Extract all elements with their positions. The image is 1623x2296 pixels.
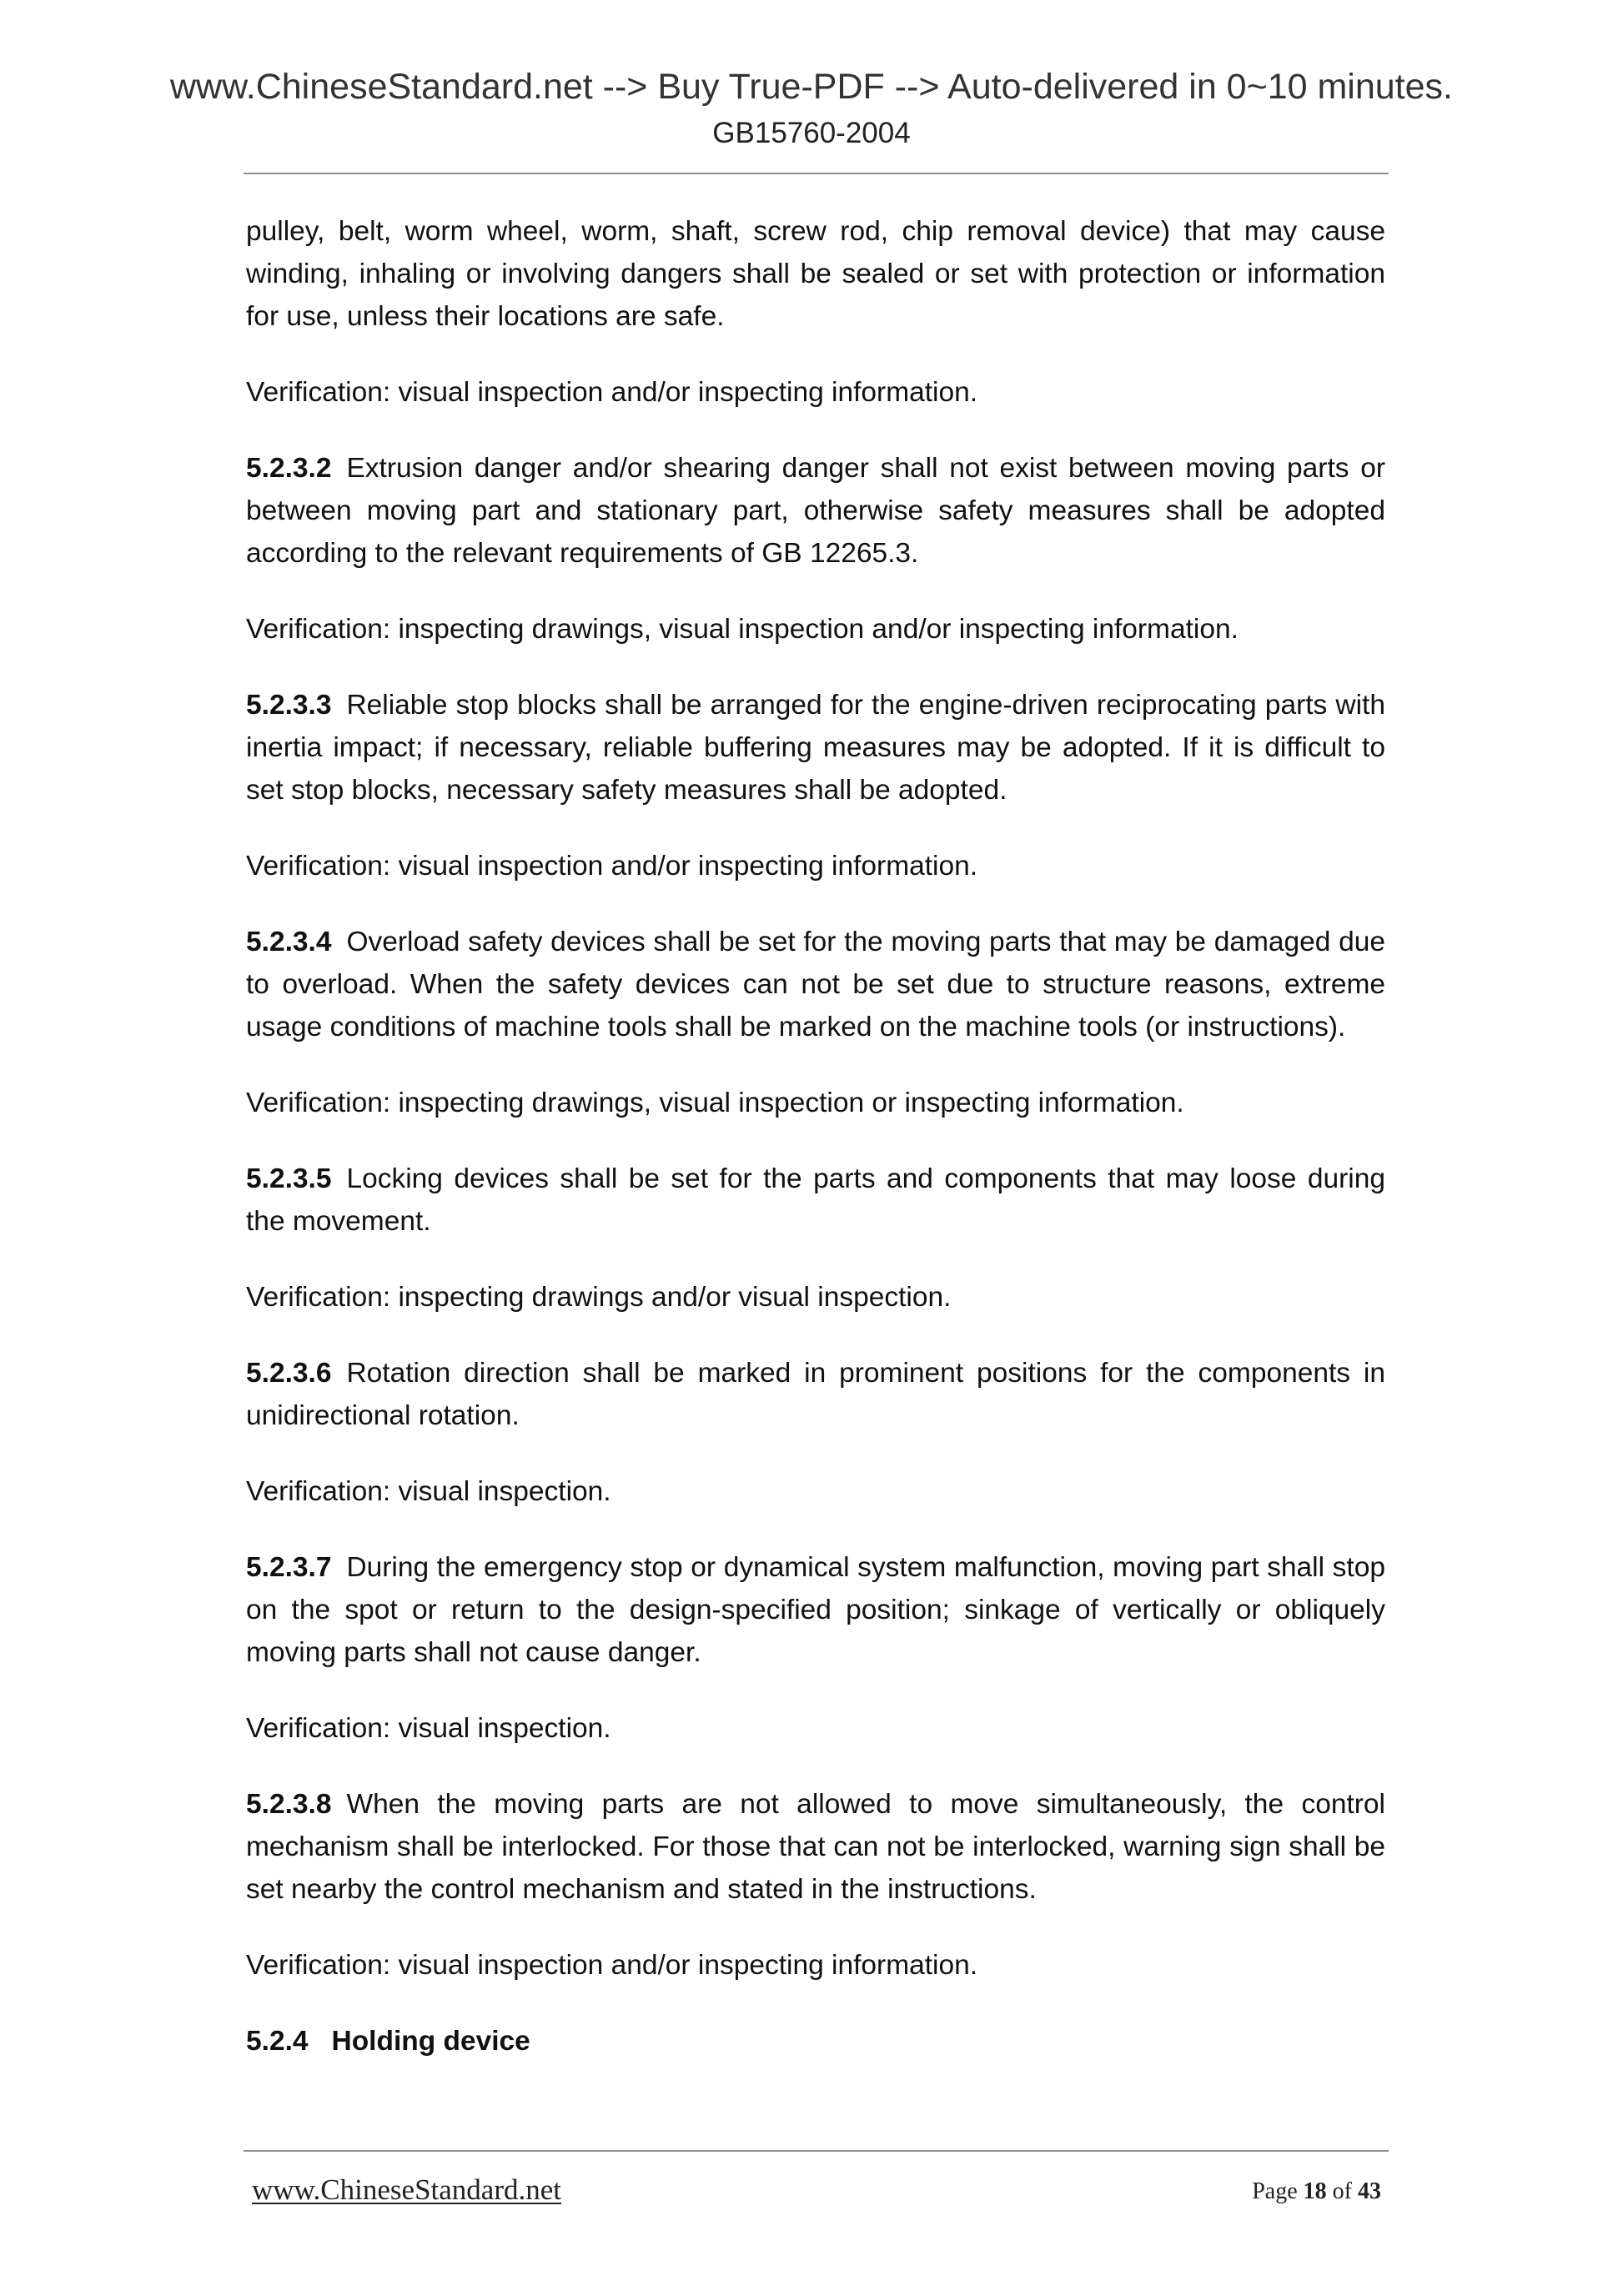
clause-text: During the emergency stop or dynamical system malfunction, moving part shall stop on the spot or return to the design-specified position; sinkage of vertically or obliquely moving parts shall not cause danger. <box>246 1552 1385 1668</box>
page-indicator <box>1252 2175 1381 2208</box>
clause-5-2-3-4-verification: Verification: inspecting drawings, visual inspection or inspecting information. <box>246 1088 1184 1118</box>
section-number: 5.2.4 <box>246 2026 309 2057</box>
page-content <box>246 210 1385 2062</box>
clause-5-2-3-6-verification: Verification: visual inspection. <box>246 1476 611 1507</box>
clause-number: 5.2.3.7 <box>246 1552 332 1583</box>
section-heading-5-2-4 <box>246 2020 1385 2062</box>
clause-text: Reliable stop blocks shall be arranged for the engine-driven reciprocating parts with inertia impact; if necessary, reliable buffering measures may be adopted. If it is difficult to set stop blocks, necessary safety measures shall be adopted. <box>246 690 1385 806</box>
page-current: 18 <box>1303 2178 1327 2204</box>
clause-text: Overload safety devices shall be set for the moving parts that may be damaged due to overload. When the safety devices can not be set due to structure reasons, extreme usage conditions of machine tools shall be marked on the machine tools (or instructions). <box>246 927 1385 1042</box>
clause-5-2-3-3 <box>246 684 1385 811</box>
clause-5-2-3-6 <box>246 1352 1385 1437</box>
clause-number: 5.2.3.2 <box>246 453 332 484</box>
clause-text: Locking devices shall be set for the parts and components that may loose during the movement. <box>246 1163 1385 1237</box>
section-title: Holding device <box>331 2026 530 2057</box>
clause-5-2-3-8-verification: Verification: visual inspection and/or inspecting information. <box>246 1950 978 1981</box>
clause-5-2-3-3-verification: Verification: visual inspection and/or inspecting information. <box>246 851 978 882</box>
clause-5-2-3-7 <box>246 1546 1385 1674</box>
footer-divider <box>244 2150 1389 2152</box>
clause-text: When the moving parts are not allowed to move simultaneously, the control mechanism shall be interlocked. For those that can not be interlocked, warning sign shall be set nearby the control mechanism and stated in the instructions. <box>246 1789 1385 1905</box>
clause-number: 5.2.3.5 <box>246 1163 332 1194</box>
clause-text: Rotation direction shall be marked in prominent positions for the components in unidirectional rotation. <box>246 1358 1385 1431</box>
footer-site-link[interactable]: www.ChineseStandard.net <box>252 2173 561 2206</box>
intro-paragraph: pulley, belt, worm wheel, worm, shaft, screw rod, chip removal device) that may cause winding, inhaling or involving dangers shall be sealed or set with protection or information for use, unless their locations are safe. <box>246 216 1385 332</box>
clause-5-2-3-2 <box>246 447 1385 575</box>
clause-text: Extrusion danger and/or shearing danger shall not exist between moving parts or between moving part and stationary part, otherwise safety measures shall be adopted according to the relevant requirements of GB 12265.3. <box>246 453 1385 569</box>
clause-number: 5.2.3.8 <box>246 1789 332 1820</box>
page-label: Page <box>1252 2178 1298 2204</box>
clause-number: 5.2.3.4 <box>246 927 332 957</box>
header-divider <box>244 173 1389 174</box>
clause-5-2-3-5 <box>246 1158 1385 1243</box>
clause-number: 5.2.3.3 <box>246 690 332 721</box>
clause-5-2-3-4 <box>246 921 1385 1048</box>
clause-5-2-3-5-verification: Verification: inspecting drawings and/or visual inspection. <box>246 1282 952 1313</box>
clause-5-2-3-2-verification: Verification: inspecting drawings, visual inspection and/or inspecting information. <box>246 614 1239 645</box>
page-total: 43 <box>1358 2178 1381 2204</box>
intro-verification: Verification: visual inspection and/or inspecting information. <box>246 377 978 408</box>
clause-5-2-3-7-verification: Verification: visual inspection. <box>246 1713 611 1744</box>
clause-5-2-3-8 <box>246 1783 1385 1911</box>
page-separator: of <box>1332 2178 1352 2204</box>
clause-number: 5.2.3.6 <box>246 1358 332 1389</box>
header-banner: www.ChineseStandard.net --> Buy True-PDF --> Auto-delivered in 0~10 minutes. <box>169 67 1453 107</box>
document-code: GB15760-2004 <box>712 117 911 149</box>
